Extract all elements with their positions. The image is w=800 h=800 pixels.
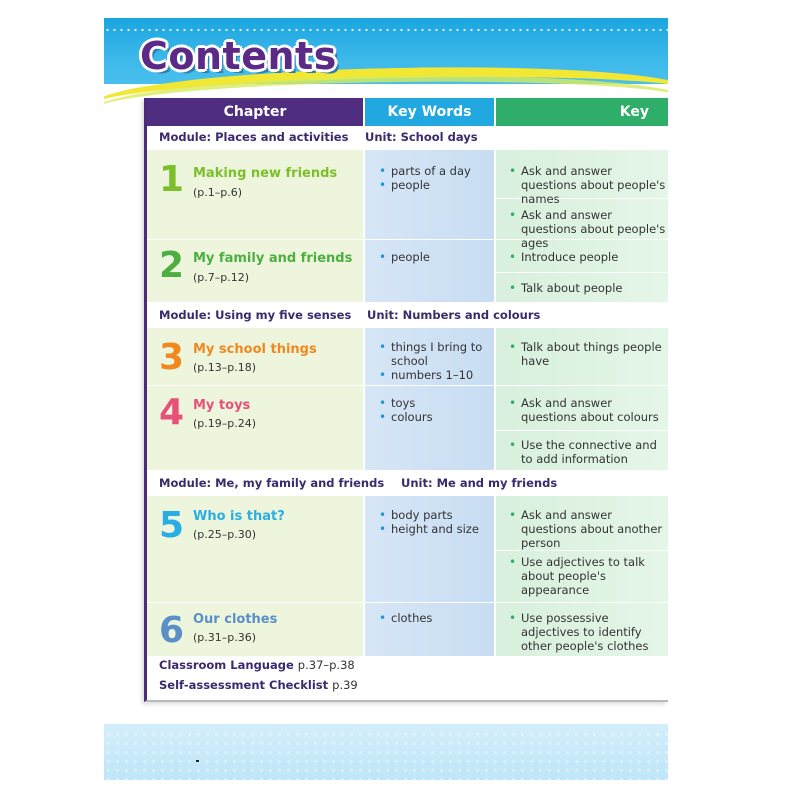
chapter-pages: (p.19–p.24) — [193, 417, 257, 430]
header-key: Key — [496, 98, 668, 126]
bullet-dot-icon: • — [509, 555, 517, 569]
bullet-dot-icon: • — [509, 281, 517, 295]
chapter-title[interactable]: Who is that? — [193, 509, 285, 524]
chapter-number: 6 — [159, 610, 185, 651]
module-row-2 — [147, 304, 668, 326]
bullet-dot-icon: • — [379, 410, 387, 424]
chapter-pages: (p.31–p.36) — [193, 631, 257, 644]
contents-table — [144, 98, 668, 702]
unit-label: Unit: Me and my friends — [401, 476, 558, 490]
chapter-number: 5 — [159, 505, 185, 546]
key-item: • Ask and answer questions about people's ages — [509, 208, 666, 250]
bullet-dot-icon: • — [379, 250, 387, 264]
key-divider — [496, 430, 668, 431]
unit-label: Unit: Numbers and colours — [367, 308, 541, 322]
bullet-dot-icon: • — [379, 368, 387, 382]
key-item: • Ask and answer questions about people's names — [509, 164, 666, 206]
bullet-dot-icon: • — [379, 178, 387, 192]
chapter-number: 4 — [159, 392, 185, 433]
bullet-dot-icon: • — [379, 508, 387, 522]
keyword-item: • people — [379, 178, 430, 192]
chapter-title[interactable]: Making new friends — [193, 166, 338, 181]
classroom-language-link[interactable]: Classroom Language p.37–p.38 — [159, 658, 355, 672]
contents-page — [104, 18, 668, 780]
keyword-item: • people — [379, 250, 430, 264]
key-item: • Talk about things people have — [509, 340, 662, 368]
keyword-item: • toys — [379, 396, 416, 410]
key-item: • Introduce people — [509, 250, 619, 264]
key-item: • Use possessive adjectives to identify other people's clothes — [509, 611, 649, 653]
row-divider — [147, 385, 668, 386]
unit-label: Unit: School days — [365, 130, 478, 144]
module-row-1 — [147, 126, 668, 148]
chapter-number: 3 — [159, 337, 185, 378]
chapter-title[interactable]: My school things — [193, 342, 317, 357]
bullet-dot-icon: • — [509, 208, 517, 222]
key-item: • Use the connective and to add information — [509, 438, 657, 466]
chapter-pages: (p.7–p.12) — [193, 271, 250, 284]
bullet-dot-icon: • — [509, 340, 517, 354]
bullet-dot-icon: • — [379, 611, 387, 625]
bottom-band — [104, 724, 668, 780]
keyword-item: • numbers 1–10 — [379, 368, 474, 382]
bullet-dot-icon: • — [509, 396, 517, 410]
chapter-title[interactable]: My toys — [193, 398, 251, 413]
bullet-dot-icon: • — [509, 250, 517, 264]
header-dots — [104, 28, 668, 32]
chapter-pages: (p.25–p.30) — [193, 528, 257, 541]
chapter-title[interactable]: Our clothes — [193, 612, 278, 627]
module-label: Module: Me, my family and friends — [159, 476, 385, 490]
chapter-title[interactable]: My family and friends — [193, 251, 353, 266]
key-divider — [496, 550, 668, 551]
row-divider — [147, 602, 668, 603]
chapter-pages: (p.1–p.6) — [193, 186, 243, 199]
key-item: • Ask and answer questions about colours — [509, 396, 659, 424]
bullet-dot-icon: • — [509, 164, 517, 178]
print-mark — [196, 760, 199, 762]
keyword-item: • things I bring to school — [379, 340, 483, 368]
key-item: • Use adjectives to talk about people's appearance — [509, 555, 645, 597]
module-label: Module: Places and activities — [159, 130, 349, 144]
bullet-dot-icon: • — [509, 438, 517, 452]
key-divider — [496, 272, 668, 273]
bullet-dot-icon: • — [379, 396, 387, 410]
bullet-dot-icon: • — [379, 164, 387, 178]
header-key-words: Key Words — [365, 98, 494, 126]
keyword-item: • height and size — [379, 522, 479, 536]
chapter-number: 2 — [159, 245, 185, 286]
keyword-item: • clothes — [379, 611, 433, 625]
bullet-dot-icon: • — [379, 340, 387, 354]
self-assessment-link[interactable]: Self-assessment Checklist p.39 — [159, 678, 358, 692]
bottom-dots — [104, 730, 668, 780]
keyword-item: • body parts — [379, 508, 453, 522]
keyword-item: • parts of a day — [379, 164, 471, 178]
chapter-pages: (p.13–p.18) — [193, 361, 257, 374]
bullet-dot-icon: • — [509, 508, 517, 522]
key-item: • Ask and answer questions about another person — [509, 508, 663, 550]
header-chapter: Chapter — [147, 98, 363, 126]
key-item: • Talk about people — [509, 281, 623, 295]
module-row-3 — [147, 472, 668, 494]
bullet-dot-icon: • — [509, 611, 517, 625]
page-title: Contents — [140, 34, 337, 78]
chapter-number: 1 — [159, 159, 185, 200]
module-label: Module: Using my five senses — [159, 308, 352, 322]
bullet-dot-icon: • — [379, 522, 387, 536]
keyword-item: • colours — [379, 410, 433, 424]
